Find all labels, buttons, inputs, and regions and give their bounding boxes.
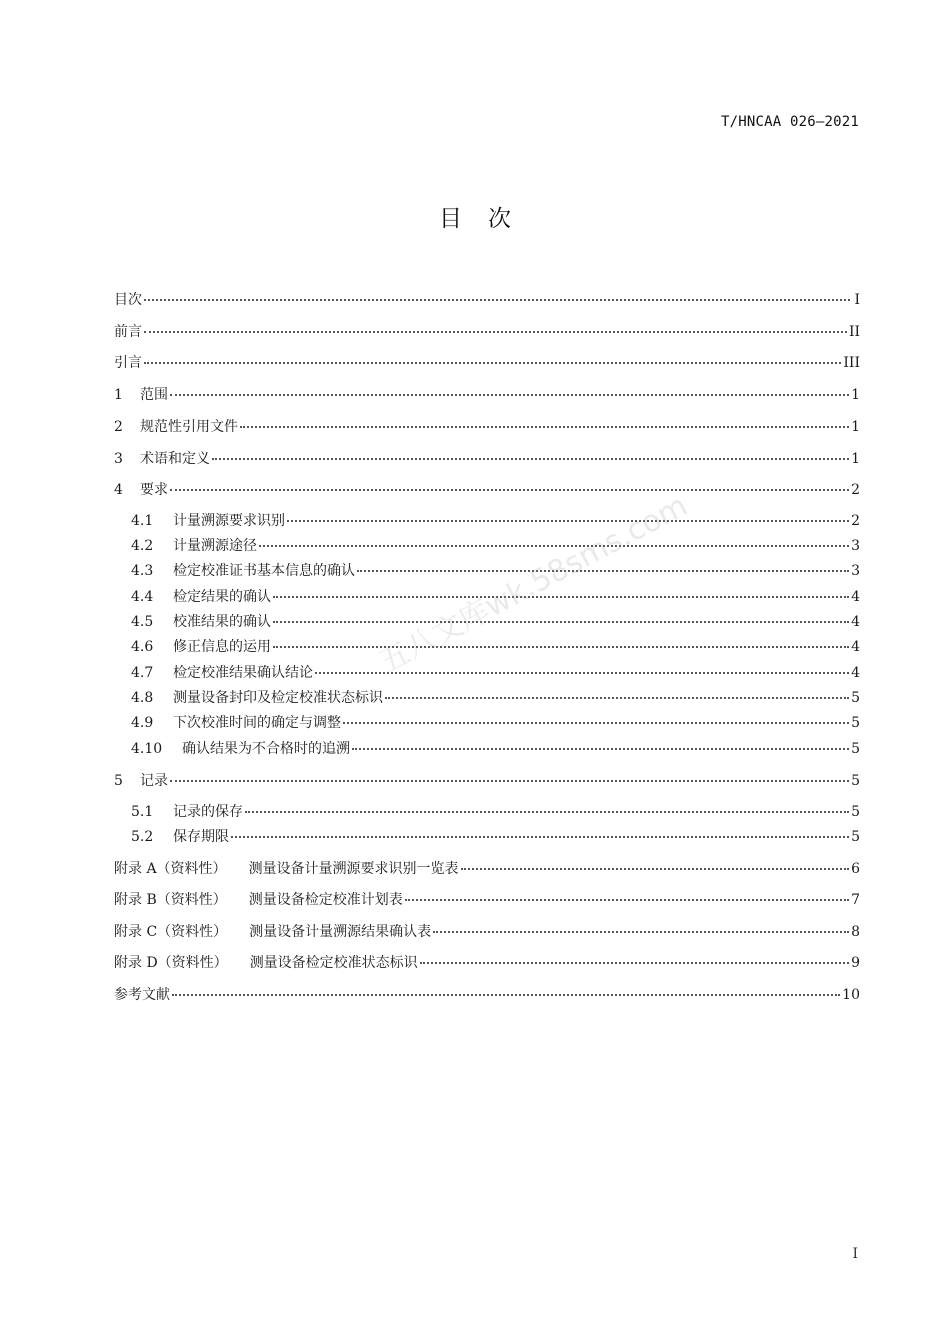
toc-entry-title: 测量设备检定校准计划表 [248, 892, 403, 908]
toc-entry-page: 3 [851, 538, 860, 554]
toc-entry-title: 范围 [140, 387, 168, 403]
toc-entry-title: 要求 [140, 482, 168, 498]
toc-entry[interactable] [114, 480, 860, 500]
toc-entry-title: 确认结果为不合格时的追溯 [182, 741, 350, 757]
toc-entry-page: 1 [851, 419, 860, 435]
toc-dot-leader [461, 868, 850, 870]
toc-dot-leader [170, 489, 849, 491]
toc-dot-leader [240, 426, 849, 428]
toc-entry-number: 5.1 [131, 804, 154, 820]
toc-dot-leader [287, 520, 849, 522]
toc-entry-page: 5 [851, 773, 860, 789]
toc-entry-title: 测量设备计量溯源要求识别一览表 [248, 861, 459, 877]
toc-entry-number: 4.8 [131, 690, 154, 706]
toc-entry-number: 4.4 [131, 589, 154, 605]
toc-entry-title: 下次校准时间的确定与调整 [173, 715, 341, 731]
toc-entry-title: 记录 [140, 773, 168, 789]
toc-entry-page: 5 [851, 715, 860, 731]
toc-entry-page: 4 [851, 665, 860, 681]
toc-dot-leader [343, 722, 849, 724]
toc-entry[interactable] [114, 353, 860, 373]
toc-entry-page: 4 [851, 614, 860, 630]
toc-dot-leader [212, 458, 849, 460]
toc-entry-page: 5 [851, 690, 860, 706]
toc-entry[interactable] [114, 385, 860, 405]
toc-entry-page: 5 [851, 804, 860, 820]
toc-entry-title: 前言 [114, 324, 142, 340]
toc-entry[interactable] [114, 890, 860, 910]
toc-entry-page: 5 [851, 741, 860, 757]
toc-entry-title: 术语和定义 [140, 451, 210, 467]
toc-entry-page: 7 [851, 892, 860, 908]
page-title: 目次 [439, 206, 537, 232]
toc-entry[interactable] [131, 511, 860, 531]
standard-code: T/HNCAA 026—2021 [720, 114, 859, 130]
footer-page-number: I [852, 1246, 858, 1262]
toc-entry-number: 4.5 [131, 614, 154, 630]
toc-dot-leader [420, 962, 849, 964]
toc-entry-page: I [854, 292, 860, 308]
toc-entry[interactable] [131, 637, 860, 657]
toc-entry-title: 引言 [114, 355, 142, 371]
toc-entry[interactable] [131, 739, 860, 759]
toc-entry[interactable] [114, 290, 860, 310]
toc-entry-page: 3 [851, 563, 860, 579]
toc-entry-title: 参考文献 [114, 987, 170, 1003]
toc-dot-leader [273, 621, 849, 623]
toc-entry[interactable] [131, 688, 860, 708]
toc-entry-title: 目次 [114, 292, 142, 308]
toc-entry-number: 4 [114, 482, 123, 498]
toc-entry-number: 5.2 [131, 829, 154, 845]
toc-entry-title: 检定校准证书基本信息的确认 [173, 563, 355, 579]
toc-entry[interactable] [131, 663, 860, 683]
toc-dot-leader [273, 596, 849, 598]
toc-entry[interactable] [131, 587, 860, 607]
toc-entry-page: 8 [851, 924, 860, 940]
toc-entry-number: 2 [114, 419, 123, 435]
toc-entry[interactable] [131, 827, 860, 847]
toc-entry-page: 1 [851, 387, 860, 403]
toc-entry-number: 5 [114, 773, 123, 789]
toc-dot-leader [144, 331, 847, 333]
toc-dot-leader [315, 672, 849, 674]
toc-entry[interactable] [114, 922, 860, 942]
toc-entry-number: 4.10 [131, 741, 163, 757]
toc-entry-page: 2 [851, 513, 860, 529]
toc-entry-appendix-label: 附录 D（资料性） [114, 955, 228, 971]
toc-dot-leader [144, 362, 841, 364]
toc-entry-title: 测量设备封印及检定校准状态标识 [173, 690, 383, 706]
toc-entry-title: 测量设备计量溯源结果确认表 [249, 924, 432, 940]
toc-entry-title: 规范性引用文件 [140, 419, 238, 435]
toc-dot-leader [352, 748, 849, 750]
toc-entry[interactable] [131, 802, 860, 822]
toc-entry-number: 4.3 [131, 563, 154, 579]
toc-entry-page: 2 [851, 482, 860, 498]
toc-entry-number: 4.1 [131, 513, 154, 529]
toc-entry[interactable] [114, 771, 860, 791]
toc-entry-appendix-label: 附录 C（资料性） [114, 924, 228, 940]
toc-entry-page: 4 [851, 589, 860, 605]
toc-dot-leader [433, 931, 849, 933]
toc-entry[interactable] [131, 561, 860, 581]
toc-entry-page: 5 [851, 829, 860, 845]
toc-dot-leader [245, 811, 849, 813]
toc-dot-leader [405, 899, 849, 901]
toc-entry[interactable] [114, 985, 860, 1005]
toc-entry[interactable] [114, 322, 860, 342]
toc-entry-page: 1 [851, 451, 860, 467]
toc-entry[interactable] [131, 536, 860, 556]
toc-entry-number: 4.7 [131, 665, 154, 681]
toc-entry-title: 记录的保存 [173, 804, 243, 820]
toc-entry-title: 测量设备检定校准状态标识 [249, 955, 418, 971]
toc-dot-leader [170, 780, 849, 782]
toc-entry-page: 10 [842, 987, 860, 1003]
toc-dot-leader [273, 646, 849, 648]
toc-entry-title: 校准结果的确认 [173, 614, 271, 630]
toc-entry-number: 3 [114, 451, 123, 467]
toc-entry-page: 6 [851, 861, 860, 877]
toc-entry-number: 4.6 [131, 639, 154, 655]
toc-entry[interactable] [114, 953, 860, 973]
toc-entry-number: 1 [114, 387, 123, 403]
toc-entry-page: II [848, 324, 860, 340]
toc-dot-leader [385, 697, 849, 699]
toc-dot-leader [259, 545, 849, 547]
toc-entry[interactable] [114, 449, 860, 469]
toc-entry-number: 4.2 [131, 538, 154, 554]
toc-entry-title: 计量溯源途径 [173, 538, 257, 554]
toc-dot-leader [144, 299, 850, 301]
toc-entry-appendix-label: 附录 A（资料性） [114, 861, 227, 877]
toc-entry[interactable] [131, 612, 860, 632]
toc-dot-leader [172, 994, 840, 996]
toc-entry-page: 4 [851, 639, 860, 655]
toc-entry-page: 9 [851, 955, 860, 971]
toc-entry-page: III [843, 355, 860, 371]
watermark: 五八文库wk.58sms.com [373, 488, 694, 681]
toc-entry-appendix-label: 附录 B（资料性） [114, 892, 227, 908]
toc-entry-title: 保存期限 [173, 829, 229, 845]
toc-entry[interactable] [114, 417, 860, 437]
toc-dot-leader [231, 836, 849, 838]
toc-entry[interactable] [114, 859, 860, 879]
toc-entry-title: 计量溯源要求识别 [173, 513, 285, 529]
toc-dot-leader [170, 394, 849, 396]
toc-dot-leader [357, 570, 849, 572]
toc-entry-title: 修正信息的运用 [173, 639, 271, 655]
toc-entry-title: 检定结果的确认 [173, 589, 271, 605]
toc-entry-title: 检定校准结果确认结论 [173, 665, 313, 681]
toc-entry-number: 4.9 [131, 715, 154, 731]
toc-entry[interactable] [131, 713, 860, 733]
